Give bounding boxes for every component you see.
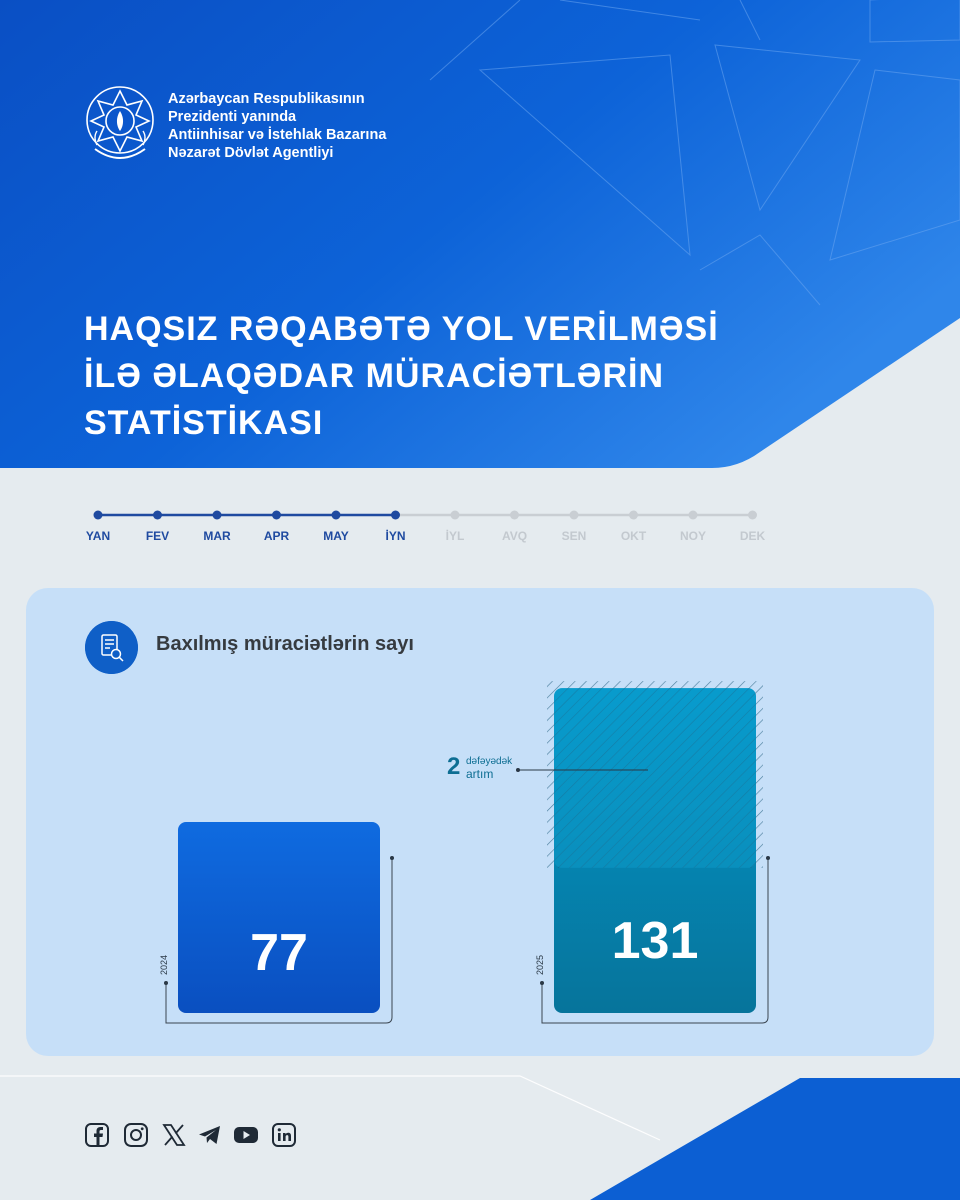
agency-line: Antiinhisar və İstehlak Bazarına [168,127,387,143]
bracket-dot [390,856,394,860]
agency-line: Nəzarət Dövlət Agentliyi [168,145,334,161]
agency-line: Prezidenti yanında [168,109,297,125]
facebook-icon[interactable] [84,1122,110,1148]
month-label: MAR [203,529,231,543]
month-label: İYL [445,529,465,543]
timeline-dot [510,511,519,520]
increase-label-line2: artım [466,767,494,781]
month-label: DEK [739,529,766,543]
bracket-dot [540,981,544,985]
timeline-dot [629,511,638,520]
instagram-icon[interactable] [123,1122,149,1148]
month-label: OKT [620,529,647,543]
increase-label-line1: dəfəyədək [466,756,513,767]
bar-2024 [178,822,380,1013]
timeline-dot [272,511,281,520]
month-label: FEV [145,529,170,543]
month-label: AVQ [501,529,528,543]
timeline-dot [570,511,579,520]
growth-overlay [554,688,756,868]
azerbaijan-state-emblem-icon [83,83,157,165]
increase-number: 2 [447,753,461,780]
month-label: SEN [561,529,587,543]
year-label: 2024 [159,954,169,975]
month-label: APR [263,529,290,543]
youtube-icon[interactable] [233,1122,259,1148]
timeline-dot [451,511,460,520]
year-label: 2025 [535,954,545,975]
timeline-dot [332,511,341,520]
title-line: İLƏ ƏLAQƏDAR MÜRACİƏTLƏRİN [84,357,665,395]
timeline-dot [689,511,698,520]
bar-chart [0,680,960,1050]
month-label: NOY [679,529,706,543]
document-search-icon [85,621,138,674]
agency-name [168,90,386,162]
month-label: MAY [323,529,349,543]
timeline-dot [748,511,757,520]
x-icon[interactable] [161,1122,187,1148]
timeline-dot [153,511,162,520]
page-title [84,306,719,447]
telegram-icon[interactable] [197,1122,223,1148]
title-line: HAQSIZ RƏQABƏTƏ YOL VERİLMƏSİ [84,310,719,348]
bar-value-label: 131 [611,912,699,970]
month-label: İYN [385,529,406,543]
timeline-dot [213,511,222,520]
bar-value-label: 77 [250,924,308,982]
timeline-dot [391,511,400,520]
timeline-dot [94,511,103,520]
title-line: STATİSTİKASI [84,404,324,442]
bracket-dot [164,981,168,985]
annotation-dot [516,768,520,772]
card-title: Baxılmış müraciətlərin sayı [156,633,414,655]
bracket-dot [766,856,770,860]
agency-line: Azərbaycan Respublikasının [168,91,365,107]
month-label: YAN [85,529,111,543]
linkedin-icon[interactable] [271,1122,297,1148]
